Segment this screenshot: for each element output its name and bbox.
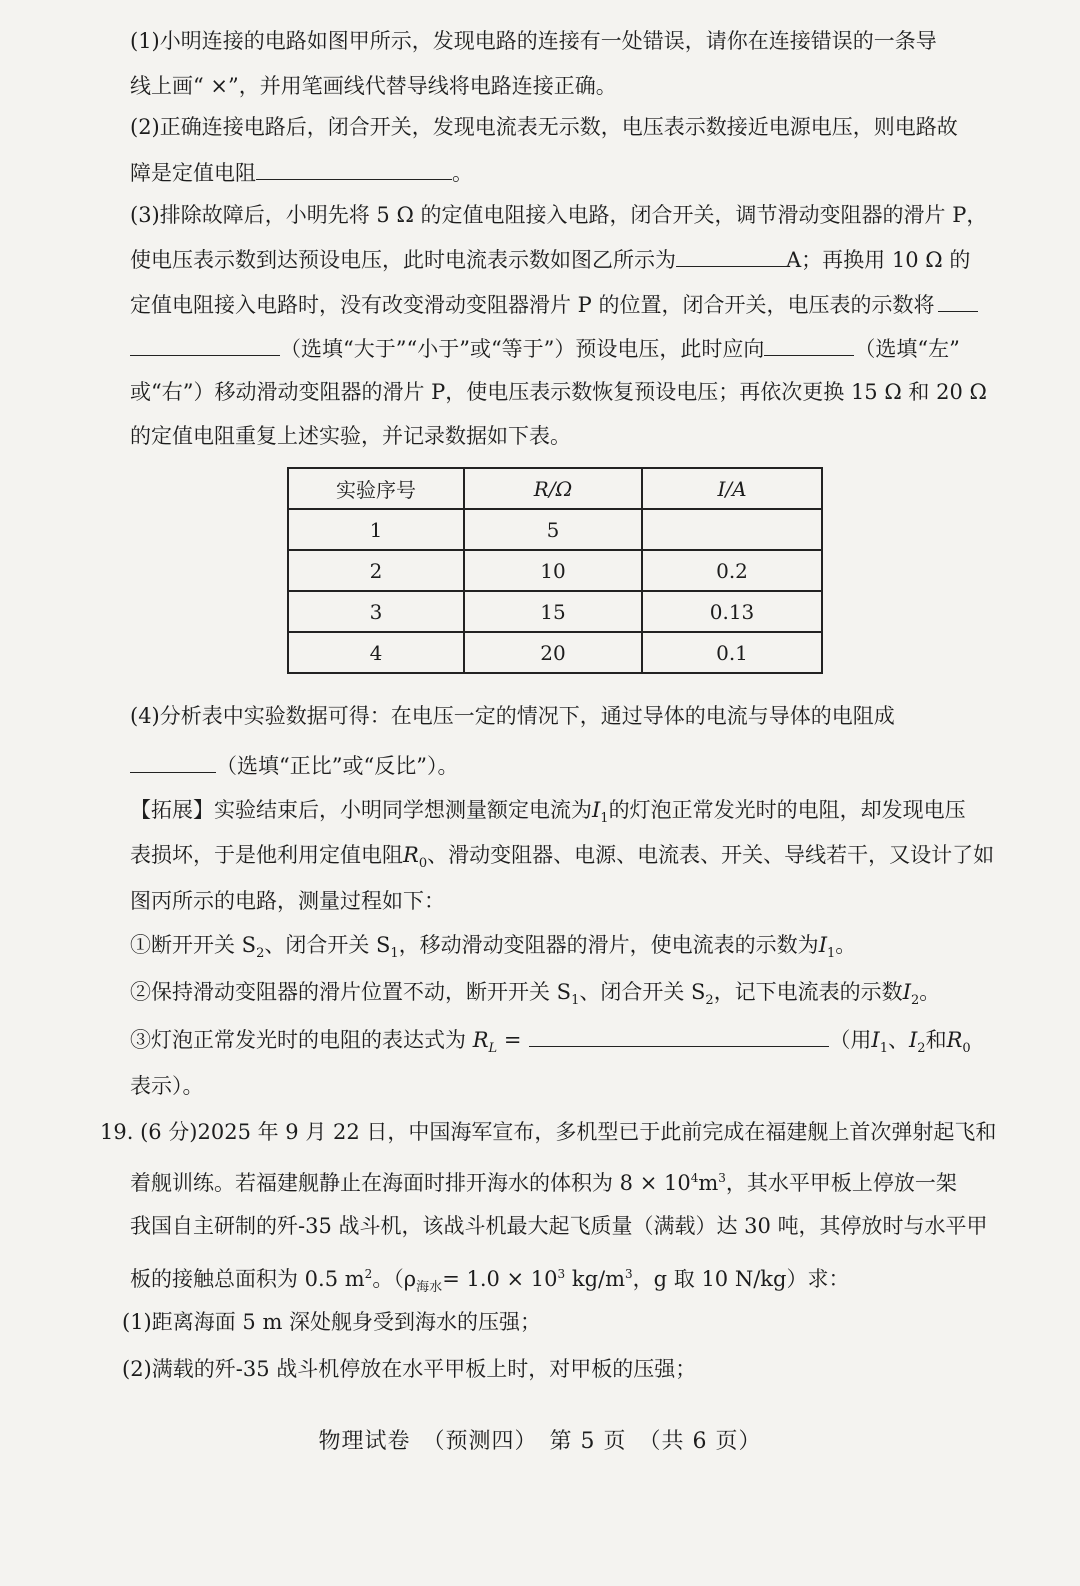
symbol-i2: I [909, 1028, 918, 1052]
q18-part1-line1: (1)小明连接的电路如图甲所示，发现电路的连接有一处错误，请你在连接错误的一条导 [130, 29, 937, 53]
extension-line2 [130, 840, 994, 879]
q19-text-c: ，其水平甲板上停放一架 [725, 1171, 957, 1195]
q18-part3-line6: 的定值电阻重复上述实验，并记录数据如下表。 [130, 424, 571, 448]
superscript: 2 [364, 1267, 373, 1281]
subscript: 2 [910, 993, 920, 1009]
q19-line1: 19. (6 分)2025 年 9 月 22 日，中国海军宣布，多机型已于此前完成在福建舰上首次弹射起飞和 [100, 1120, 997, 1144]
subscript: 2 [256, 946, 265, 962]
step-2: ②保持滑动变阻器的滑片位置不动，断开开关 $S_1$、闭合开关 $S_2$，记下电流表的示数$I_2$。 [130, 980, 941, 1009]
q18-part3-text-b: A；再换用 10 Ω 的 [786, 248, 971, 272]
subscript: 1 [390, 946, 399, 962]
extension-line1 [130, 795, 966, 834]
q18-part2-end: 。 [452, 161, 473, 185]
table-header-row [288, 468, 822, 509]
step1-text-c: ，移动滑动变阻器的滑片，使电流表的示数为 [398, 933, 819, 957]
table-cell: 20 [464, 632, 642, 673]
table-row [288, 591, 822, 632]
table-cell: 4 [288, 632, 464, 673]
table-header-cell: I/A [642, 468, 822, 509]
q18-part4-line1: (4)分析表中实验数据可得：在电压一定的情况下，通过导体的电流与导体的电阻成 [130, 704, 895, 728]
subscript: 1 [826, 946, 836, 962]
q18-part1-line2: 线上画“ ×”，并用笔画线代替导线将电路连接正确。 [130, 74, 617, 98]
table-cell: 15 [464, 591, 642, 632]
q19-text-d: 板的接触总面积为 0.5 m [130, 1267, 365, 1291]
extension-line3: 图丙所示的电路，测量过程如下： [130, 889, 445, 913]
step2-text-b: 、闭合开关 S [579, 980, 706, 1004]
extension-text-a: 【拓展】实验结束后，小明同学想测量额定电流为 [130, 798, 592, 822]
step3-text-a: ③灯泡正常发光时的电阻的表达式为 [130, 1028, 466, 1052]
subscript: 海水 [416, 1280, 443, 1296]
table-cell: 5 [464, 509, 642, 550]
superscript: 4 [690, 1171, 699, 1185]
q19-line2 [130, 1163, 957, 1198]
equals-sign: = [497, 1028, 522, 1052]
answer-blank-current[interactable] [676, 244, 786, 267]
table-row [288, 632, 822, 673]
superscript: 3 [625, 1267, 633, 1281]
step2-text-a: ②保持滑动变阻器的滑片位置不动，断开开关 S [130, 980, 572, 1004]
answer-blank-relation[interactable] [130, 750, 216, 773]
superscript: 3 [557, 1267, 566, 1281]
answer-blank-voltage-part1[interactable] [938, 289, 978, 312]
symbol-i2: I [902, 980, 911, 1004]
step2-text-c: ，记下电流表的示数 [713, 980, 903, 1004]
q18-part2-text: 障是定值电阻 [130, 161, 256, 185]
table-header-cell: 实验序号 [288, 468, 464, 509]
answer-blank-direction[interactable] [764, 333, 854, 356]
q18-part3-text-c: 定值电阻接入电路时，没有改变滑动变阻器滑片 P 的位置，闭合开关，电压表的示数将 [130, 293, 935, 317]
table-cell: 1 [288, 509, 464, 550]
q18-part3-text-a: 使电压表示数到达预设电压，此时电流表示数如图乙所示为 [130, 248, 676, 272]
page-footer: 物理试卷 （预测四） 第 5 页 （共 6 页） [318, 1429, 762, 1454]
step3-text-c: 和 [925, 1028, 947, 1052]
subscript: 2 [917, 1041, 926, 1057]
subscript: L [488, 1041, 498, 1057]
subscript: 2 [705, 993, 714, 1009]
step1-text-a: ①断开开关 S [130, 933, 257, 957]
answer-blank-expression[interactable] [529, 1024, 829, 1047]
answer-blank-voltage-part2[interactable] [130, 333, 280, 356]
q19-subq2: (2)满载的歼-35 战斗机停放在水平甲板上时，对甲板的压强； [122, 1357, 697, 1381]
subscript: 0 [418, 856, 428, 872]
q19-text-h: ，g 取 10 N/kg）求： [632, 1267, 850, 1291]
extension-text-d: 、滑动变阻器、电源、电流表、开关、导线若干，又设计了如 [427, 843, 995, 867]
symbol-r0: R [403, 843, 419, 867]
q18-part4-line2 [130, 750, 458, 781]
step-1: ①断开开关 $S_2$、闭合开关 $S_1$，移动滑动变阻器的滑片，使电流表的示数为$I_1$。 [130, 933, 857, 962]
step-3 [130, 1024, 971, 1064]
q18-part3-line2 [130, 244, 970, 275]
table-row [288, 509, 822, 550]
q18-part3-text-e: （选填“左” [854, 337, 960, 361]
q19-subq1: (1)距离海面 5 m 深处舰身受到海水的压强； [122, 1310, 542, 1334]
symbol-i1: I [592, 798, 601, 822]
q19-text-a: 着舰训练。若福建舰静止在海面时排开海水的体积为 8 × 10 [130, 1171, 691, 1195]
step-3-continued: 表示）。 [130, 1074, 204, 1098]
table-cell: 0.1 [642, 632, 822, 673]
comma: 、 [888, 1028, 909, 1052]
table-cell: 0.13 [642, 591, 822, 632]
data-table [287, 467, 823, 674]
symbol-i1: I [818, 933, 827, 957]
symbol-rl: R [472, 1028, 489, 1052]
superscript: 3 [718, 1171, 726, 1185]
table-cell: 10 [464, 550, 642, 591]
q19-text-g: kg/m [565, 1267, 626, 1291]
step3-text-b: （用 [829, 1028, 872, 1052]
q18-part3-text-d: （选填“大于”“小于”或“等于”）预设电压，此时应向 [280, 337, 765, 361]
table-row [288, 550, 822, 591]
q18-part3-line4 [130, 333, 960, 364]
subscript: 1 [571, 993, 580, 1009]
table-cell: 2 [288, 550, 464, 591]
q18-part3-line3 [130, 289, 978, 320]
q19-text-e: 。（ρ [372, 1267, 417, 1291]
table-cell: 3 [288, 591, 464, 632]
q19-line3: 我国自主研制的歼-35 战斗机，该战斗机最大起飞质量（满载）达 30 吨，其停放时与水平甲 [130, 1214, 988, 1238]
q19-line4 [130, 1259, 849, 1303]
q19-text-b: m [698, 1171, 719, 1195]
symbol-i1: I [871, 1028, 880, 1052]
subscript: 1 [600, 811, 609, 827]
symbol-r0: R [946, 1028, 963, 1052]
q18-part2-line1: (2)正确连接电路后，闭合开关，发现电流表无示数，电压表示数接近电源电压，则电路故 [130, 115, 958, 139]
q18-part3-line1: (3)排除故障后，小明先将 5 Ω 的定值电阻接入电路，闭合开关，调节滑动变阻器的滑片 P， [130, 203, 988, 227]
q18-part4-text: （选填“正比”或“反比”）。 [216, 754, 459, 778]
q18-part2-line2 [130, 157, 473, 188]
table-cell [642, 509, 822, 550]
table-header-cell: R/Ω [464, 468, 642, 509]
table-cell: 0.2 [642, 550, 822, 591]
answer-blank-fault[interactable] [256, 157, 452, 180]
extension-text-b: 的灯泡正常发光时的电阻，却发现电压 [608, 798, 966, 822]
extension-text-c: 表损坏，于是他利用定值电阻 [130, 843, 403, 867]
subscript: 1 [879, 1041, 888, 1057]
step1-text-b: 、闭合开关 S [264, 933, 391, 957]
q19-text-f: = 1.0 × 10 [442, 1267, 558, 1291]
subscript: 0 [962, 1041, 971, 1057]
q18-part3-line5: 或“右”）移动滑动变阻器的滑片 P，使电压表示数恢复预设电压；再依次更换 15 Ω 和 20 Ω [130, 380, 987, 404]
